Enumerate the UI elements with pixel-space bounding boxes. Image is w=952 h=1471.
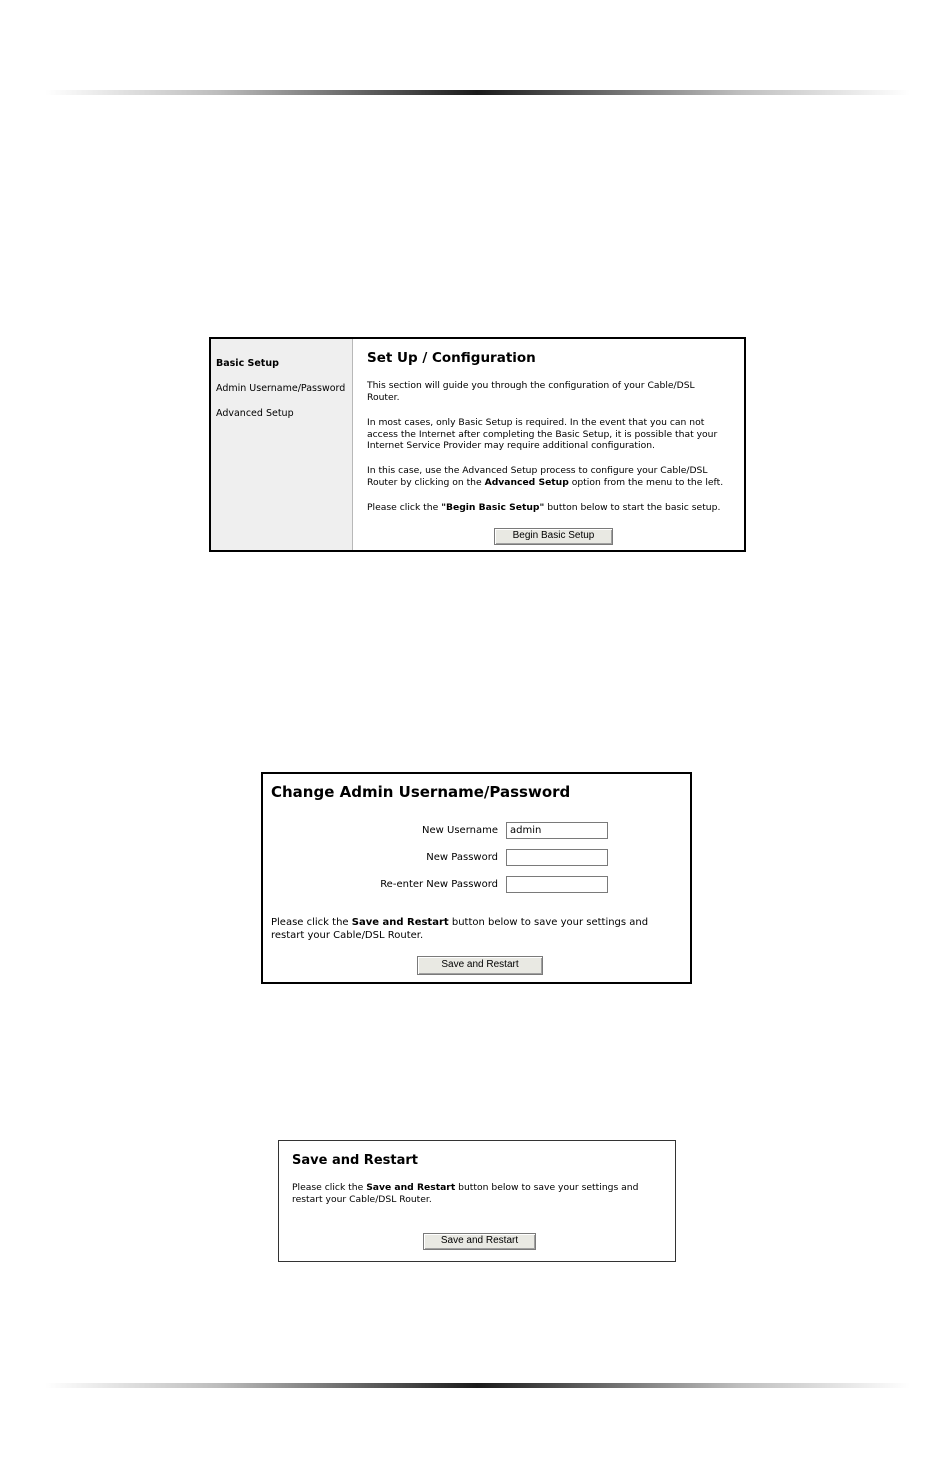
advanced-line-1: In this case, use the Advanced Setup process to configure your Cable/DSL: [367, 465, 708, 476]
save-panel-emphasis: Save and Restart: [366, 1182, 456, 1193]
save-and-restart-emphasis: Save and Restart: [351, 917, 449, 928]
intro-line-1: This section will guide you through the configuration of your Cable/DSL: [367, 380, 695, 391]
admin-save-note-line-1: Please click the Save and Restart button below to save your settings and: [271, 917, 649, 928]
admin-save-and-restart-button[interactable]: Save and Restart: [417, 956, 543, 975]
basic-setup-paragraph: [367, 417, 717, 452]
setup-configuration-panel: [209, 337, 746, 552]
basic-line-2: access the Internet after completing the Basic Setup, it is possible that your: [367, 428, 718, 440]
admin-save-note: [271, 916, 648, 942]
intro-line-2: Router.: [367, 391, 400, 403]
save-panel-note-line-2: restart your Cable/DSL Router.: [292, 1193, 432, 1205]
basic-line-1: In most cases, only Basic Setup is required. In the event that you can not: [367, 417, 705, 428]
sidebar-item-basic-setup[interactable]: Basic Setup: [216, 358, 279, 369]
save-and-restart-panel: [278, 1140, 676, 1262]
new-username-label: New Username: [422, 825, 498, 836]
save-panel-note: [292, 1182, 638, 1205]
reenter-password-input[interactable]: [506, 876, 608, 893]
save-panel-note-line-1: Please click the Save and Restart button below to save your settings and: [292, 1182, 639, 1193]
save-and-restart-button[interactable]: Save and Restart: [423, 1233, 536, 1250]
advanced-setup-paragraph: [367, 465, 723, 488]
new-username-input[interactable]: [506, 822, 608, 839]
new-password-input[interactable]: [506, 849, 608, 866]
sidebar-item-advanced-setup[interactable]: Advanced Setup: [216, 408, 294, 419]
advanced-setup-emphasis: Advanced Setup: [484, 476, 569, 488]
footer-rule: [45, 1383, 910, 1388]
new-password-label: New Password: [426, 852, 498, 863]
begin-instruction: Please click the "Begin Basic Setup" button below to start the basic setup.: [367, 502, 721, 513]
reenter-password-label: Re-enter New Password: [380, 879, 498, 890]
basic-line-3: Internet Service Provider may require additional configuration.: [367, 440, 655, 451]
admin-panel-title: Change Admin Username/Password: [271, 783, 571, 801]
sidebar-item-admin-username-password[interactable]: Admin Username/Password: [216, 383, 346, 394]
advanced-line-2: Router by clicking on the Advanced Setup option from the menu to the left.: [367, 476, 724, 488]
admin-save-note-line-2: restart your Cable/DSL Router.: [271, 930, 424, 941]
change-admin-panel: [261, 772, 692, 984]
begin-basic-setup-button[interactable]: Begin Basic Setup: [494, 528, 613, 545]
begin-basic-setup-emphasis: "Begin Basic Setup": [441, 502, 545, 513]
page-title: Set Up / Configuration: [367, 350, 536, 366]
save-panel-title: Save and Restart: [292, 1153, 418, 1168]
setup-sidebar: [211, 339, 353, 550]
header-rule: [45, 90, 910, 95]
intro-paragraph: [367, 380, 695, 403]
